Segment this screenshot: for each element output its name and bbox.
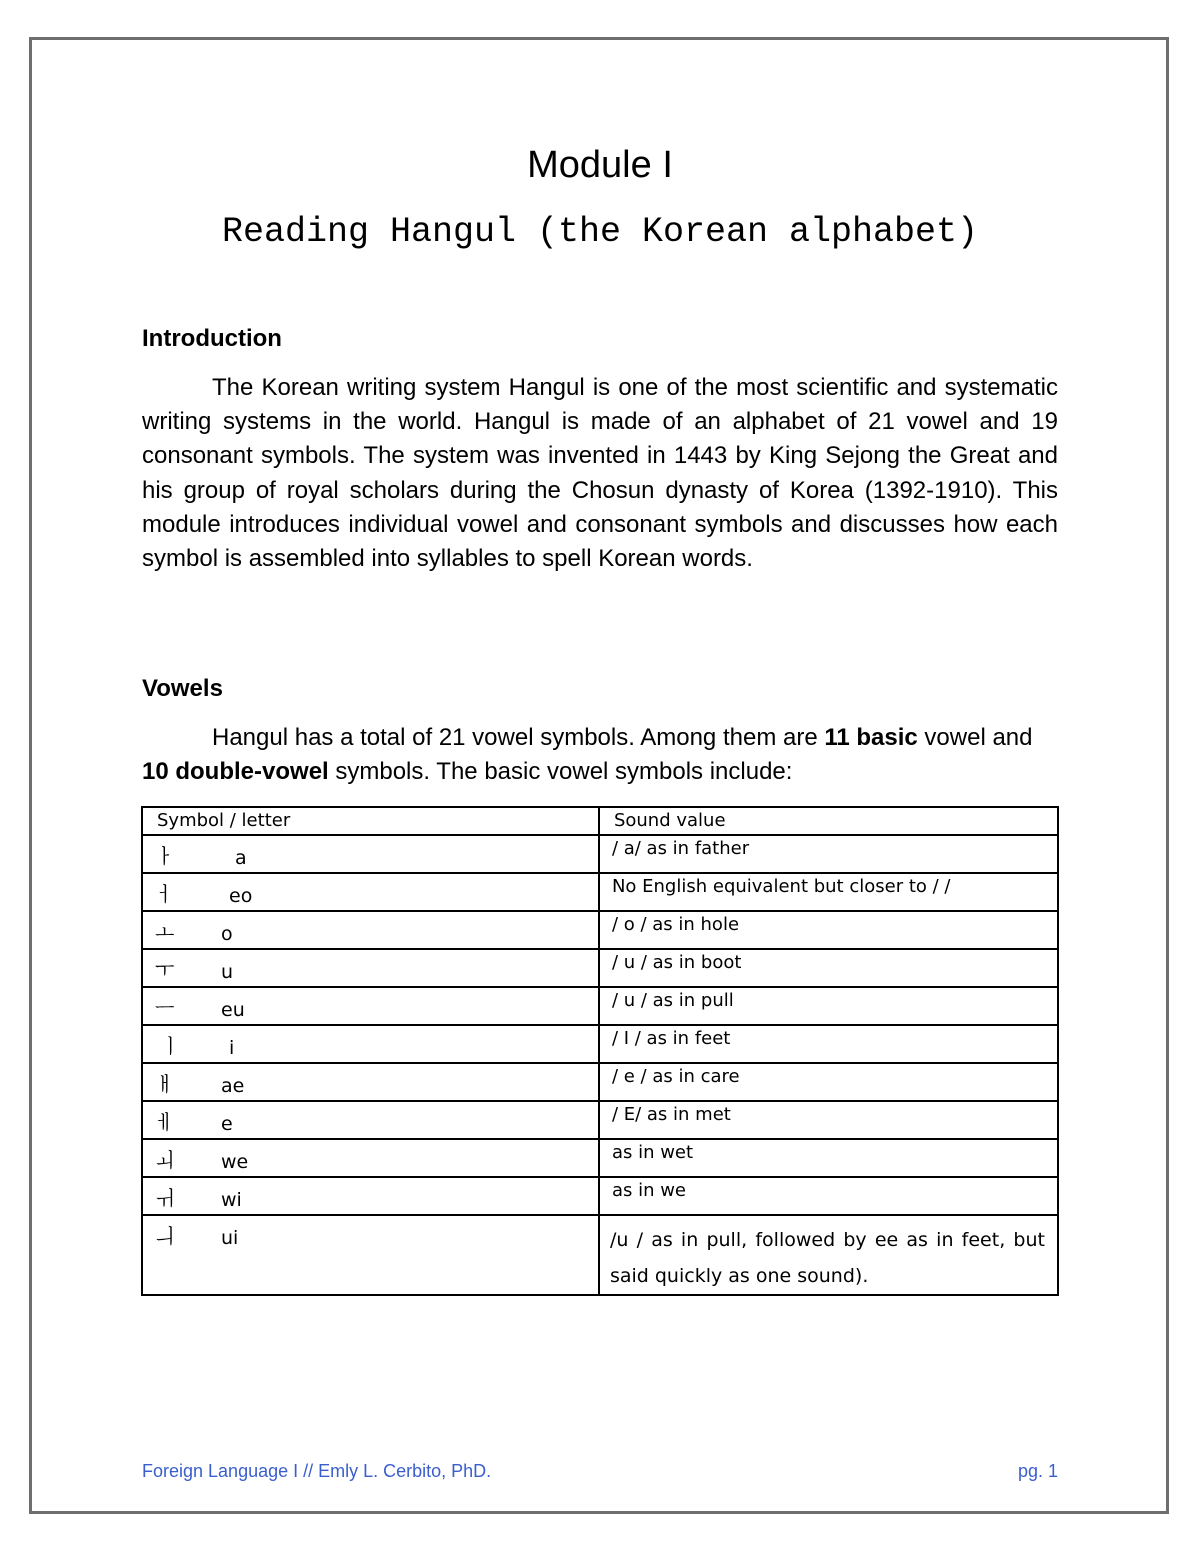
header-sound-cell xyxy=(599,807,1058,835)
sound-cell xyxy=(599,873,1058,911)
table-row xyxy=(142,1063,1058,1101)
table-header-row xyxy=(142,807,1058,835)
module-subtitle: Reading Hangul (the Korean alphabet) xyxy=(221,212,979,252)
sound-value: / e / as in care xyxy=(611,1066,740,1087)
symbol-cell xyxy=(142,1177,599,1215)
vowel-symbol: ㅣ xyxy=(161,1034,181,1058)
sound-cell xyxy=(599,1025,1058,1063)
vowel-letter: u xyxy=(221,961,234,983)
sound-value: / I / as in feet xyxy=(611,1028,731,1049)
table-row xyxy=(142,835,1058,873)
table-row xyxy=(142,1139,1058,1177)
vowel-letter: we xyxy=(221,1151,249,1173)
symbol-cell xyxy=(142,987,599,1025)
vowel-symbol: ㅜ xyxy=(155,958,175,982)
symbol-cell xyxy=(142,1101,599,1139)
symbol-cell xyxy=(142,1139,599,1177)
vowel-letter: o xyxy=(221,923,233,945)
vowel-letter: eo xyxy=(229,885,253,907)
symbol-cell xyxy=(142,873,599,911)
vowels-heading: Vowels xyxy=(142,675,223,702)
vowel-letter: e xyxy=(221,1113,233,1135)
vowel-letter: wi xyxy=(221,1189,242,1211)
introduction-paragraph: The Korean writing system Hangul is one of the most scientific and systematic writing systems in the world. Hangul is made of an alphabet of 21 vowel and 19 consonant symbols. The system was invented in 1443 by King Sejong the Great and his group of royal scholars during the Chosun dynasty of Korea (1392-1910). This module introduces individual vowel and consonant symbols and discusses how each symbol is assembled into syllables to spell Korean words. xyxy=(142,374,1058,573)
vowels-bold-double: 10 double-vowel xyxy=(142,758,329,786)
sound-cell xyxy=(599,1215,1058,1295)
sound-cell xyxy=(599,949,1058,987)
sound-value: / o / as in hole xyxy=(611,914,740,935)
symbol-cell xyxy=(142,911,599,949)
vowel-symbol: ㅢ xyxy=(155,1224,175,1248)
footer-page-number: pg. 1 xyxy=(1017,1461,1058,1481)
sound-value: as in wet xyxy=(611,1142,694,1163)
sound-cell xyxy=(599,987,1058,1025)
sound-cell xyxy=(599,911,1058,949)
table-row xyxy=(142,949,1058,987)
sound-cell xyxy=(599,1063,1058,1101)
table-row xyxy=(142,1101,1058,1139)
vowel-symbol: ㅏ xyxy=(155,844,175,868)
sound-value: / u / as in boot xyxy=(611,952,742,973)
module-title: Module I xyxy=(527,144,673,186)
sound-cell xyxy=(599,1177,1058,1215)
sound-value: / a/ as in father xyxy=(611,838,750,859)
vowel-table xyxy=(141,806,1059,1296)
header-symbol-cell xyxy=(142,807,599,835)
vowels-text-3: symbols. The basic vowel symbols include: xyxy=(328,758,793,786)
vowel-symbol: ㅟ xyxy=(155,1186,175,1210)
introduction-heading: Introduction xyxy=(142,325,282,352)
vowel-letter: i xyxy=(229,1037,235,1059)
header-symbol: Symbol / letter xyxy=(157,810,291,831)
vowel-symbol: ㅓ xyxy=(155,882,175,906)
symbol-cell xyxy=(142,835,599,873)
vowel-symbol: ㅗ xyxy=(155,920,175,944)
sound-cell xyxy=(599,835,1058,873)
sound-cell xyxy=(599,1139,1058,1177)
sound-value: /u / as in pull, followed by ee as in feet, but said quickly as one sound). xyxy=(609,1229,1045,1287)
vowels-paragraph xyxy=(142,721,1058,789)
table-row xyxy=(142,911,1058,949)
vowels-bold-basic: 11 basic xyxy=(824,724,918,751)
table-row xyxy=(142,987,1058,1025)
vowel-symbol: ㅔ xyxy=(155,1110,175,1134)
sound-value: as in we xyxy=(611,1180,687,1201)
vowel-letter: a xyxy=(235,847,247,869)
vowel-letter: eu xyxy=(221,999,245,1021)
sound-value: / E/ as in met xyxy=(611,1104,731,1125)
vowel-letter: ui xyxy=(221,1227,239,1249)
table-row xyxy=(142,1025,1058,1063)
vowel-symbol: ㅡ xyxy=(155,996,175,1020)
table-row xyxy=(142,1177,1058,1215)
symbol-cell xyxy=(142,949,599,987)
table-row xyxy=(142,873,1058,911)
vowels-text-1: Hangul has a total of 21 vowel symbols. Among them are xyxy=(212,724,825,751)
vowel-symbol: ㅚ xyxy=(155,1148,175,1172)
vowels-text-2: vowel and xyxy=(917,724,1033,751)
vowel-letter: ae xyxy=(221,1075,245,1097)
vowel-symbol: ㅐ xyxy=(155,1072,175,1096)
sound-value: No English equivalent but closer to / / xyxy=(611,876,951,897)
sound-cell xyxy=(599,1101,1058,1139)
symbol-cell xyxy=(142,1025,599,1063)
footer-author: Foreign Language I // Emly L. Cerbito, PhD. xyxy=(142,1461,492,1481)
table-row xyxy=(142,1215,1058,1295)
sound-value: / u / as in pull xyxy=(611,990,734,1011)
symbol-cell xyxy=(142,1063,599,1101)
header-sound: Sound value xyxy=(613,810,726,831)
symbol-cell xyxy=(142,1215,599,1295)
